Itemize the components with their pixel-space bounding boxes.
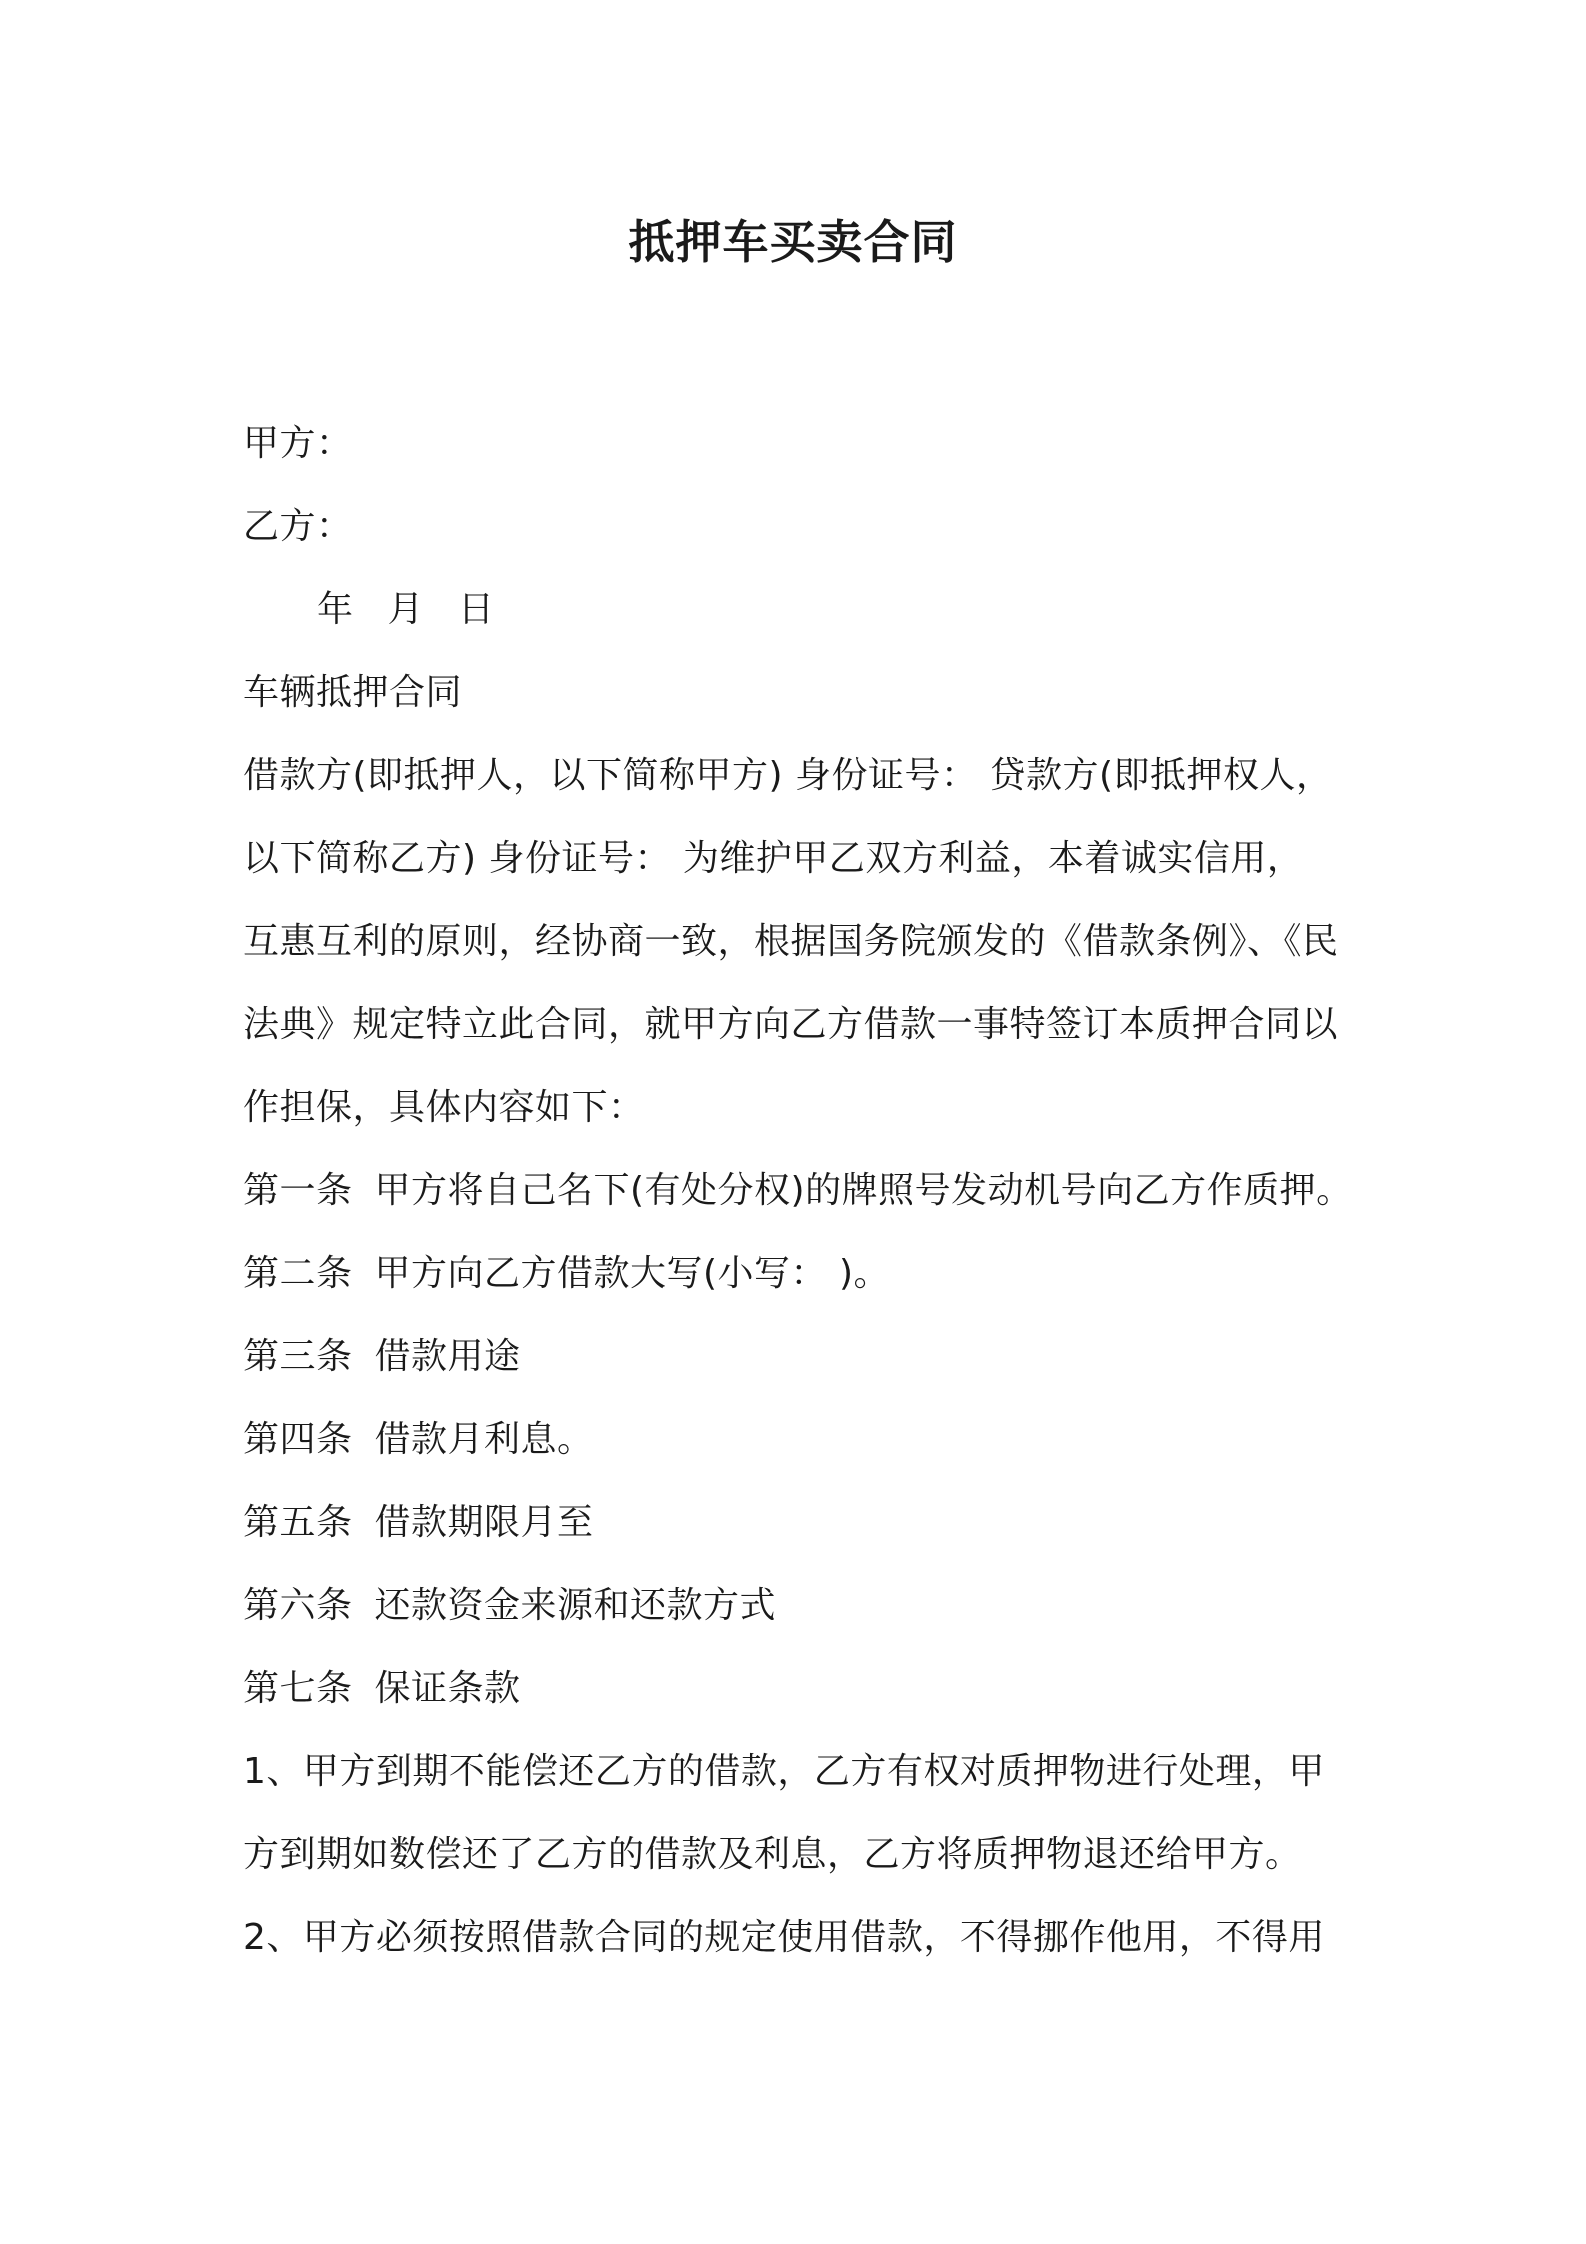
clause-line: 方到期如数偿还了乙方的借款及利息，乙方将质押物退还给甲方。 xyxy=(243,1834,1302,1875)
article-number: 第六条 xyxy=(243,1585,353,1626)
clause-line: 2、甲方必须按照借款合同的规定使用借款，不得挪作他用，不得用 xyxy=(243,1917,1325,1958)
article-number: 第三条 xyxy=(243,1336,353,1377)
intro-line: 以下简称乙方) 身份证号： 为维护甲乙双方利益，本着诚实信用， xyxy=(243,838,1304,879)
article-number: 第一条 xyxy=(243,1170,353,1211)
article-number: 第二条 xyxy=(243,1253,353,1294)
article-5 xyxy=(243,1481,1363,1564)
document-title: 抵押车买卖合同 xyxy=(628,215,958,269)
article-text: 借款期限月至 xyxy=(374,1502,594,1543)
article-text: 借款用途 xyxy=(374,1336,521,1377)
intro-line: 作担保，具体内容如下： xyxy=(243,1087,645,1128)
date-line xyxy=(243,568,1363,651)
article-number: 第七条 xyxy=(243,1668,353,1709)
article-number: 第五条 xyxy=(243,1502,353,1543)
date-day: 日 xyxy=(458,589,495,630)
article-6 xyxy=(243,1564,1363,1647)
article-2 xyxy=(243,1232,1363,1315)
article-text: 借款月利息。 xyxy=(374,1419,594,1460)
article-text: 还款资金来源和还款方式 xyxy=(374,1585,777,1626)
document-body xyxy=(243,402,1363,1979)
article-7 xyxy=(243,1647,1363,1730)
article-text: 甲方将自己名下(有处分权)的牌照号发动机号向乙方作质押。 xyxy=(374,1170,1353,1211)
date-month: 月 xyxy=(387,589,425,630)
article-text: 甲方向乙方借款大写(小写： )。 xyxy=(374,1253,891,1294)
document-subtitle: 车辆抵押合同 xyxy=(243,672,463,713)
clause-line: 1、甲方到期不能偿还乙方的借款，乙方有权对质押物进行处理，甲 xyxy=(243,1751,1325,1792)
intro-line: 法典》规定特立此合同，就甲方向乙方借款一事特签订本质押合同以 xyxy=(243,1004,1339,1045)
intro-line: 互惠互利的原则，经协商一致，根据国务院颁发的《借款条例》、《民 xyxy=(243,921,1339,962)
intro-line: 借款方(即抵押人，以下简称甲方) 身份证号： 贷款方(即抵押权人， xyxy=(243,755,1333,796)
article-number: 第四条 xyxy=(243,1419,353,1460)
article-text: 保证条款 xyxy=(374,1668,521,1709)
article-3 xyxy=(243,1315,1363,1398)
party-b-line: 乙方： xyxy=(243,506,353,547)
party-a-line: 甲方： xyxy=(243,423,353,464)
date-year: 年 xyxy=(317,589,354,630)
article-4 xyxy=(243,1398,1363,1481)
article-1 xyxy=(243,1149,1363,1232)
